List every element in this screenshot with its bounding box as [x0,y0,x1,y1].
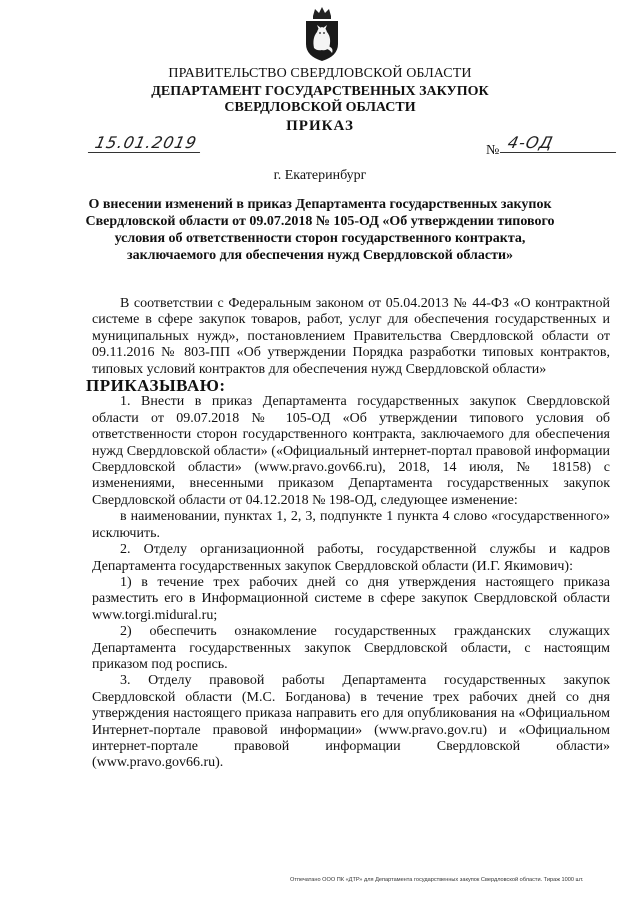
order-word: ПРИКАЗЫВАЮ: [86,376,226,396]
item-paragraph-3: 3. Отделу правовой работы Департамента государственных закупок Свердловской области (М.С. Богданова) в течение трех рабочих дней со дня утверждения настоящего приказа направить его для опубликования на «Официальном Интернет-портале правовой информации» (www.pravo.gov.ru) и «Официальном интернет-портале правовой информации Свердловской области» (www.pravo.gov66.ru). [92,673,610,771]
department-line-1: ДЕПАРТАМЕНТ ГОСУДАРСТВЕННЫХ ЗАКУПОК [151,84,489,99]
document-body [86,296,610,772]
city: г. Екатеринбург [273,168,367,183]
number-label: № [486,143,500,158]
document-type: ПРИКАЗ [286,118,354,134]
department-line-2: СВЕРДЛОВСКОЙ ОБЛАСТИ [224,100,416,115]
department-heading [0,84,640,116]
item-paragraph-1-change: в наименовании, пунктах 1, 2, 3, подпункте 1 пункта 4 слово «государственного» исключить. [92,509,610,541]
item-paragraph-1: 1. Внести в приказ Департамента государственных закупок Свердловской области от 09.07.2018 № 105-ОД «Об утверждении типового условия об ответственности сторон государственного контракта, заключаемого для обеспечения нужд Свердловской области» («Официальный интернет-портал правовой информации Свердловской области» (www.pravo.gov66.ru), 2018, 14 июля, № 18158) с изменениями, внесенными приказом Департамента государственных закупок Свердловской области от 04.12.2018 № 198-ОД, следующее изменение: [92,394,610,508]
government-heading: ПРАВИТЕЛЬСТВО СВЕРДЛОВСКОЙ ОБЛАСТИ [168,66,472,81]
preamble-paragraph: В соответствии с Федеральным законом от 05.04.2013 № 44-ФЗ «О контрактной системе в сфере закупок товаров, работ, услуг для обеспечения государственных и муниципальных нужд», постановлением Правительства Свердловской области от 09.11.2016 № 803-ПП «Об утверждении Порядка разработки типовых контрактов, типовых условий контрактов для обеспечения нужд Свердловской области» [92,296,610,377]
print-footer: Отпечатано ООО ПК «ДТР» для Департамента государственных закупок Свердловской области. Тираж 1000 шт. [290,877,584,883]
item-paragraph-2-2: 2) обеспечить ознакомление государственных гражданских служащих Департамента государственных закупок Свердловской области, с настоящим приказом под роспись. [92,624,610,672]
item-paragraph-2: 2. Отделу организационной работы, государственной службы и кадров Департамента государственных закупок Свердловской области (И.Г. Якимович): [92,542,610,574]
document-date: 15.01.2019 [88,133,204,153]
document-title: О внесении изменений в приказ Департамента государственных закупок Свердловской области от 09.07.2018 № 105-ОД «Об утверждении типового условия об ответственности сторон государственного контракта, заключаемого для обеспечения нужд Свердловской области» [85,197,555,263]
item-paragraph-2-1: 1) в течение трех рабочих дней со дня утверждения настоящего приказа разместить его в Информационной системе в сфере закупок Свердловской области www.torgi.midural.ru; [92,574,610,623]
coat-of-arms-icon [302,6,342,62]
document-number: 4-ОД [500,133,620,153]
